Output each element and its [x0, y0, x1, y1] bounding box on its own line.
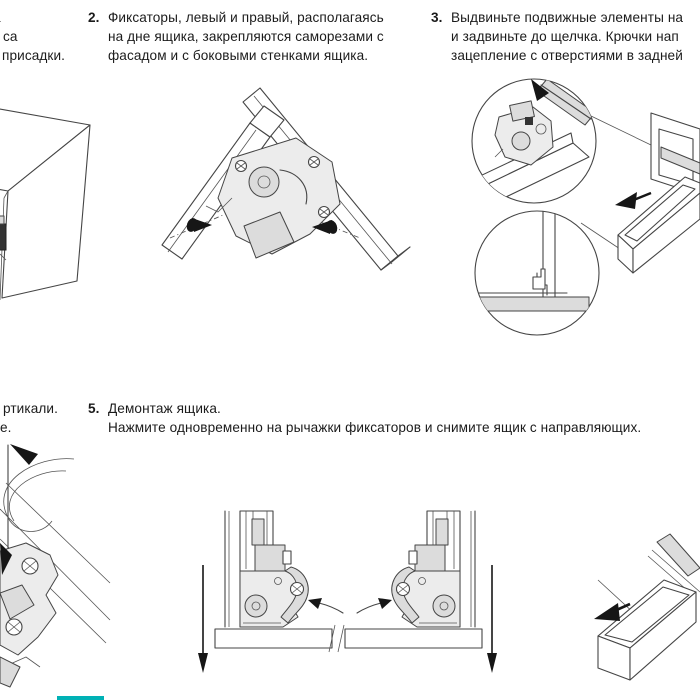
- footer-accent-mark: [57, 696, 104, 700]
- step2-text-line2: на дне ящика, закрепляются саморезами с: [108, 29, 384, 44]
- press-lever-arrow-left: [308, 598, 343, 613]
- step1-text-line1: [0, 8, 1, 27]
- leader-line-top: [589, 115, 651, 145]
- drawer-isometric: [598, 580, 696, 680]
- step5-number: 5.: [88, 401, 100, 416]
- step2-text-line1: Фиксаторы, левый и правый, располагаясь: [108, 10, 384, 25]
- remove-arrow-left: [198, 565, 208, 673]
- press-lever-arrow-right: [357, 598, 392, 613]
- cut-fixator-mechanism: [0, 543, 58, 687]
- figure-step2-fixator-mounting: [148, 86, 414, 314]
- remove-arrow-right: [487, 565, 497, 673]
- figure-step3-insert-drawer: [455, 73, 700, 338]
- step1-text-line2: са: [3, 29, 18, 44]
- step3-text-line1: Выдвиньте подвижные элементы на: [451, 10, 684, 25]
- drawer-front-bar: [215, 625, 482, 652]
- figure-step5-drawer-removed: [578, 530, 700, 700]
- figure-step4-adjustment: [0, 443, 140, 700]
- step3-text-line2: и задвиньте до щелчка. Крючки нап: [451, 29, 679, 44]
- step3-number: 3.: [431, 10, 443, 25]
- figure-step1-drawer-box: [0, 78, 112, 313]
- rotation-arrow-head: [10, 444, 38, 465]
- gear: [249, 167, 279, 197]
- detail-circle-hook: [461, 209, 599, 335]
- left-fixator-assembly: [225, 511, 308, 627]
- drawer-isometric: [618, 177, 700, 273]
- detail-circle-latch: [461, 79, 596, 209]
- step5-text-line2: Нажмите одновременно на рычажки фиксаторов и снимите ящик с направляющих.: [108, 420, 642, 435]
- step2-text-line3: фасадом и с боковыми стенками ящика.: [108, 48, 369, 63]
- figure-step5-release-levers: [195, 505, 505, 680]
- rotation-arc: [4, 459, 74, 532]
- step5-text-line1: Демонтаж ящика.: [108, 401, 221, 416]
- step1-text-line3: присадки.: [2, 48, 66, 63]
- step3-text-line3: зацепление с отверстиями в задней: [451, 48, 683, 63]
- step2-number: 2.: [88, 10, 100, 25]
- push-direction-arrow: [615, 192, 651, 209]
- step4-text-line2: е.: [0, 420, 12, 435]
- right-fixator-assembly: [392, 511, 475, 627]
- step4-text-line1: ртикали.: [3, 401, 58, 416]
